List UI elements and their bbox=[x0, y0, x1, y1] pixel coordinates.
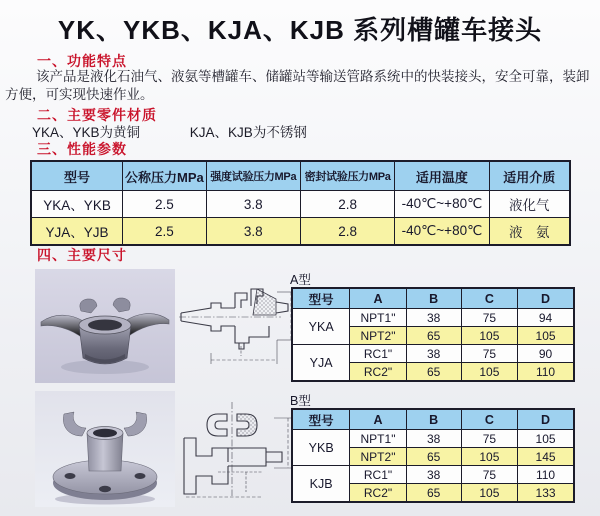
perf-cell: 2.5 bbox=[123, 191, 207, 218]
performance-header-row bbox=[31, 161, 570, 191]
type-a-dimension-drawing bbox=[177, 280, 295, 370]
page-title: YK、YKB、KJA、KJB 系列槽罐车接头 bbox=[57, 15, 543, 45]
dim-header-a: A bbox=[350, 288, 406, 309]
table-row bbox=[292, 345, 574, 363]
perf-cell: 2.8 bbox=[300, 218, 394, 246]
table-row bbox=[31, 191, 570, 218]
dim-b-header-row bbox=[292, 409, 574, 430]
perf-cell: 液化气 bbox=[489, 191, 570, 218]
materials-item-stainless: KJA、KJB为不锈钢 bbox=[189, 125, 307, 140]
perf-cell: -40℃~+80℃ bbox=[395, 218, 489, 246]
dim-header-b: B bbox=[406, 409, 461, 430]
dim-table-b-label: B型 bbox=[290, 394, 311, 408]
dim-cell: 110 bbox=[518, 466, 574, 484]
dim-cell: NPT2" bbox=[350, 448, 406, 466]
dim-cell: 75 bbox=[461, 466, 517, 484]
dim-cell: 38 bbox=[406, 345, 461, 363]
table-row bbox=[31, 218, 570, 246]
dim-cell: 133 bbox=[518, 484, 574, 503]
perf-header-seal-test: 密封试验压力MPa bbox=[300, 161, 394, 191]
dim-cell: NPT1" bbox=[350, 430, 406, 448]
dim-a-header-row bbox=[292, 288, 574, 309]
dim-cell: 105 bbox=[518, 327, 574, 345]
table-row bbox=[292, 430, 574, 448]
section-heading-features: 一、功能特点 bbox=[37, 53, 127, 69]
dim-cell: 105 bbox=[461, 327, 517, 345]
dim-cell: 38 bbox=[406, 309, 461, 327]
dim-cell: 75 bbox=[461, 430, 517, 448]
perf-cell-model: YJA、YJB bbox=[31, 218, 123, 246]
dim-cell: RC2" bbox=[350, 363, 406, 382]
dim-cell: RC2" bbox=[350, 484, 406, 503]
dim-cell: 65 bbox=[406, 327, 461, 345]
section-heading-performance: 三、性能参数 bbox=[37, 141, 127, 157]
dim-cell: RC1" bbox=[350, 466, 406, 484]
dim-cell-model: KJB bbox=[292, 466, 350, 503]
perf-cell-model: YKA、YKB bbox=[31, 191, 123, 218]
perf-header-nominal-pressure: 公称压力MPa bbox=[123, 161, 207, 191]
dim-cell: NPT2" bbox=[350, 327, 406, 345]
dim-cell: 145 bbox=[518, 448, 574, 466]
dim-header-b: B bbox=[406, 288, 461, 309]
features-paragraph: 该产品是液化石油气、液氨等槽罐车、储罐站等输送管路系统中的快装接头，安全可靠，装卸方便，可实现快速作业。 bbox=[5, 69, 590, 102]
perf-cell: 2.8 bbox=[300, 191, 394, 218]
dim-cell: 65 bbox=[406, 484, 461, 503]
type-b-product-photo bbox=[35, 391, 175, 507]
type-a-product-photo bbox=[35, 269, 175, 383]
dim-cell: 105 bbox=[518, 430, 574, 448]
dim-header-a: A bbox=[350, 409, 406, 430]
materials-item-brass: YKA、YKB为黄铜 bbox=[32, 125, 141, 140]
materials-line bbox=[32, 121, 307, 141]
type-b-dimension-drawing bbox=[170, 396, 294, 502]
dim-cell: 38 bbox=[406, 466, 461, 484]
dim-cell: 38 bbox=[406, 430, 461, 448]
dim-header-model: 型号 bbox=[292, 288, 350, 309]
perf-header-model: 型号 bbox=[31, 161, 123, 191]
dim-cell: 105 bbox=[461, 484, 517, 503]
perf-cell: 2.5 bbox=[123, 218, 207, 246]
dim-table-a-label: A型 bbox=[290, 273, 311, 287]
perf-cell: 液 氨 bbox=[489, 218, 570, 246]
dim-cell: 110 bbox=[518, 363, 574, 382]
dim-cell: 75 bbox=[461, 345, 517, 363]
dim-cell: 65 bbox=[406, 448, 461, 466]
dim-cell: 75 bbox=[461, 309, 517, 327]
section-heading-materials: 二、主要零件材质 bbox=[37, 107, 157, 123]
table-row bbox=[292, 466, 574, 484]
dim-cell: 94 bbox=[518, 309, 574, 327]
dimension-table-b bbox=[291, 408, 575, 503]
table-row bbox=[292, 309, 574, 327]
dim-cell: 105 bbox=[461, 363, 517, 382]
perf-header-temperature: 适用温度 bbox=[395, 161, 489, 191]
perf-header-medium: 适用介质 bbox=[489, 161, 570, 191]
dim-header-d: D bbox=[518, 409, 574, 430]
dim-cell: NPT1" bbox=[350, 309, 406, 327]
dim-header-d: D bbox=[518, 288, 574, 309]
dim-cell: 65 bbox=[406, 363, 461, 382]
dim-cell: 90 bbox=[518, 345, 574, 363]
dim-cell-model: YJA bbox=[292, 345, 350, 382]
dim-cell-model: YKB bbox=[292, 430, 350, 466]
performance-table bbox=[30, 160, 571, 246]
dim-header-model: 型号 bbox=[292, 409, 350, 430]
perf-cell: -40℃~+80℃ bbox=[395, 191, 489, 218]
perf-cell: 3.8 bbox=[206, 218, 300, 246]
dimension-table-a bbox=[291, 287, 575, 382]
section-heading-dimensions: 四、主要尺寸 bbox=[37, 247, 127, 263]
dim-cell-model: YKA bbox=[292, 309, 350, 345]
dim-header-c: C bbox=[461, 288, 517, 309]
dim-cell: 105 bbox=[461, 448, 517, 466]
perf-header-strength-test: 强度试验压力MPa bbox=[206, 161, 300, 191]
perf-cell: 3.8 bbox=[206, 191, 300, 218]
dim-header-c: C bbox=[461, 409, 517, 430]
dim-cell: RC1" bbox=[350, 345, 406, 363]
